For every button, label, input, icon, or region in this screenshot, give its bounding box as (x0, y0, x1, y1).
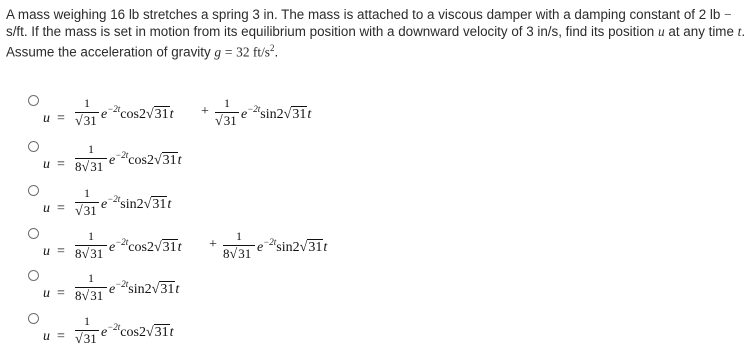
radicand: 31 (152, 197, 167, 212)
radicand: 31 (90, 246, 104, 261)
question-end: . (274, 44, 279, 60)
sqrt-symbol: √ (151, 282, 160, 297)
fraction (75, 96, 99, 132)
gravity-exponent: 2 (270, 43, 275, 53)
radio-button[interactable] (28, 95, 39, 106)
trig-function: cos2 (128, 240, 154, 255)
sqrt-symbol: √ (75, 204, 83, 219)
equals-sign: = (57, 157, 65, 172)
var-u: u (43, 157, 50, 172)
var-u: u (43, 244, 50, 259)
trig-function: cos2 (128, 153, 154, 168)
radicand: 31 (160, 282, 175, 297)
var-u: u (43, 111, 50, 126)
fraction (75, 314, 99, 350)
sqrt-symbol: √ (145, 107, 154, 122)
trig-function: sin2 (120, 197, 144, 212)
sqrt-symbol: √ (153, 153, 162, 168)
radicand: 31 (308, 240, 323, 255)
question-dash: − (724, 7, 732, 22)
fraction-denominator (75, 246, 104, 263)
trig-function: cos2 (120, 325, 146, 340)
answer-option-6[interactable] (0, 313, 756, 353)
radicand: 31 (154, 325, 169, 340)
sqrt-symbol: √ (81, 160, 90, 175)
exp-base: e (101, 325, 108, 340)
fraction-denominator (215, 113, 238, 130)
var-t: t (169, 325, 174, 340)
coefficient: 8 (75, 288, 82, 303)
var-t: t (323, 240, 328, 255)
exponential-term (241, 104, 311, 123)
sqrt-symbol: √ (75, 332, 83, 347)
trig-function: sin2 (260, 107, 284, 122)
exp-base: e (109, 153, 116, 168)
radio-button[interactable] (28, 313, 39, 324)
question-part: at any time (668, 24, 734, 39)
radicand: 31 (238, 246, 252, 261)
var-t: t (175, 282, 180, 297)
fraction (75, 229, 107, 265)
equals-sign: = (57, 111, 65, 126)
fraction (75, 271, 107, 307)
radicand: 31 (223, 113, 237, 128)
exponent: −2t (115, 237, 129, 247)
exponential-term (257, 237, 327, 256)
fraction-numerator: 1 (84, 186, 90, 200)
question-part: . Assume the acceleration of gravity (6, 24, 746, 60)
question-equals: = (224, 44, 233, 60)
radicand: 31 (83, 331, 97, 346)
sqrt-symbol: √ (81, 289, 90, 304)
sqrt-symbol: √ (153, 240, 162, 255)
var-g: g (214, 44, 222, 60)
sqrt-symbol: √ (215, 114, 223, 129)
fraction-denominator (75, 159, 104, 176)
equals-sign: = (57, 286, 65, 301)
exponent: −2t (247, 104, 261, 114)
radicand: 31 (162, 153, 177, 168)
fraction-denominator (75, 113, 98, 130)
radio-button[interactable] (28, 141, 39, 152)
radicand: 31 (83, 113, 97, 128)
coefficient: 8 (223, 246, 230, 261)
fraction-numerator: 1 (88, 271, 94, 285)
var-u: u (657, 24, 665, 39)
radicand: 31 (90, 159, 104, 174)
fraction (215, 96, 239, 132)
fraction-numerator: 1 (88, 229, 94, 243)
answer-option-4[interactable] (0, 228, 756, 268)
fraction-numerator: 1 (224, 96, 230, 110)
exponent: −2t (107, 322, 121, 332)
sqrt-symbol: √ (81, 247, 90, 262)
exponential-term (101, 104, 174, 123)
exponential-term (109, 279, 179, 298)
exp-base: e (109, 240, 116, 255)
var-t: t (169, 107, 174, 122)
question-part: A mass weighing 16 lb stretches a spring 3 in. The mass is attached to a viscous damper with a damping constant of 2 lb (6, 7, 721, 22)
answer-option-2[interactable] (0, 141, 756, 181)
plus-sign: + (209, 237, 217, 252)
trig-function: sin2 (128, 282, 152, 297)
fraction-numerator: 1 (88, 142, 94, 156)
fraction-denominator (75, 288, 104, 305)
var-t: t (167, 197, 172, 212)
answer-option-5[interactable] (0, 270, 756, 310)
exp-base: e (101, 197, 108, 212)
coefficient: 8 (75, 246, 82, 261)
radio-button[interactable] (28, 270, 39, 281)
fraction-denominator (75, 203, 98, 220)
exp-base: e (109, 282, 116, 297)
answer-option-3[interactable] (0, 185, 756, 225)
fraction-numerator: 1 (84, 96, 90, 110)
radio-button[interactable] (28, 185, 39, 196)
radicand: 31 (162, 240, 177, 255)
sqrt-symbol: √ (75, 114, 83, 129)
gravity-value: 32 ft/s (236, 44, 271, 60)
fraction-numerator: 1 (84, 314, 90, 328)
var-u: u (43, 286, 50, 301)
radicand: 31 (83, 203, 97, 218)
fraction-denominator (75, 331, 98, 348)
exponent: −2t (263, 237, 277, 247)
var-t: t (737, 24, 742, 39)
equals-sign: = (57, 244, 65, 259)
exp-base: e (101, 107, 108, 122)
plus-sign: + (201, 104, 209, 119)
fraction (75, 186, 99, 222)
exponent: −2t (107, 104, 121, 114)
sqrt-symbol: √ (229, 247, 238, 262)
fraction (223, 229, 255, 265)
trig-function: sin2 (276, 240, 300, 255)
fraction-denominator (223, 246, 252, 263)
answer-option-1[interactable] (0, 95, 756, 135)
exponential-term (101, 194, 171, 213)
trig-function: cos2 (120, 107, 146, 122)
exp-base: e (257, 240, 264, 255)
var-t: t (177, 153, 182, 168)
sqrt-symbol: √ (283, 107, 292, 122)
question-text (6, 6, 746, 60)
equals-sign: = (57, 329, 65, 344)
exponential-term (109, 237, 182, 256)
exponent: −2t (115, 150, 129, 160)
var-t: t (307, 107, 312, 122)
question-part: s/ft. If the mass is set in motion from its equilibrium position with a downward velocity of 3 in/s, find its position (6, 24, 655, 39)
exponent: −2t (107, 194, 121, 204)
fraction (75, 142, 107, 178)
sqrt-symbol: √ (145, 325, 154, 340)
exponential-term (101, 322, 174, 341)
var-t: t (177, 240, 182, 255)
exp-base: e (241, 107, 248, 122)
fraction-numerator: 1 (236, 229, 242, 243)
radio-button[interactable] (28, 228, 39, 239)
radicand: 31 (154, 107, 169, 122)
coefficient: 8 (75, 159, 82, 174)
var-u: u (43, 201, 50, 216)
sqrt-symbol: √ (299, 240, 308, 255)
exponent: −2t (115, 279, 129, 289)
var-u: u (43, 329, 50, 344)
sqrt-symbol: √ (143, 197, 152, 212)
exponential-term (109, 150, 182, 169)
radicand: 31 (292, 107, 307, 122)
radicand: 31 (90, 288, 104, 303)
equals-sign: = (57, 201, 65, 216)
